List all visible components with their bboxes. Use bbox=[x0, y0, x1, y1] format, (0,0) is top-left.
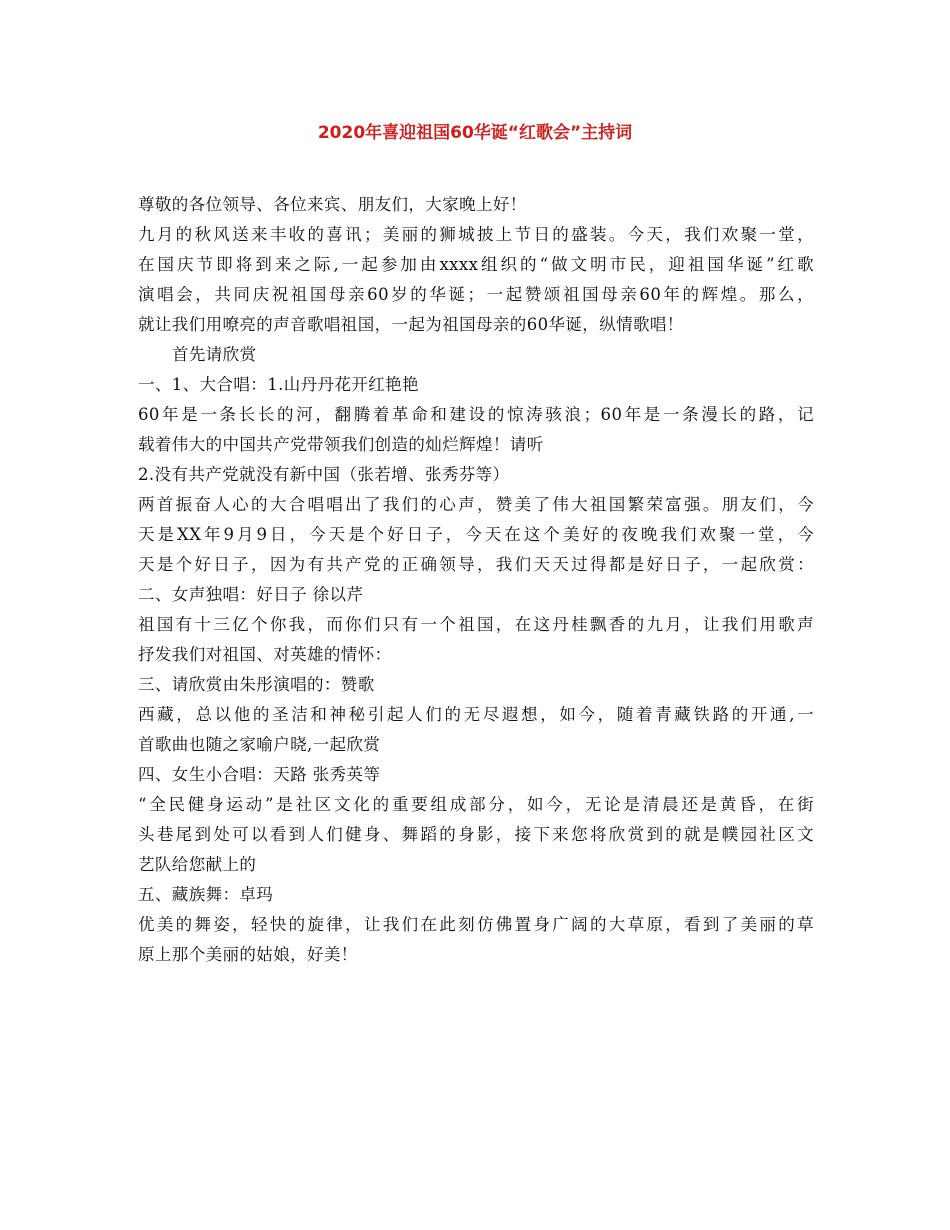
text-line: 西藏，总以他的圣洁和神秘引起人们的无尽遐想，如今，随着青藏铁路的开通,一 bbox=[138, 705, 814, 724]
text-line: 五、藏族舞：卓玛 bbox=[138, 885, 274, 904]
text-line: 2.没有共产党就没有新中国（张若增、张秀芬等） bbox=[138, 465, 510, 484]
text-line: 天是个好日子，因为有共产党的正确领导，我们天天过得都是好日子，一起欣赏： bbox=[138, 555, 814, 574]
text-line: 首先请欣赏 bbox=[172, 345, 257, 364]
text-line: 祖国有十三亿个你我，而你们只有一个祖国，在这丹桂飘香的九月，让我们用歌声 bbox=[138, 615, 814, 634]
text-line: 三、请欣赏由朱彤演唱的：赞歌 bbox=[138, 675, 375, 694]
text-line: “全民健身运动”是社区文化的重要组成部分，如今，无论是清晨还是黄昏，在街 bbox=[138, 795, 814, 814]
text-line: 演唱会，共同庆祝祖国母亲60岁的华诞；一起赞颂祖国母亲60年的辉煌。那么， bbox=[138, 285, 814, 304]
text-line: 在国庆节即将到来之际,一起参加由xxxx组织的“做文明市民，迎祖国华诞”红歌 bbox=[138, 255, 814, 274]
text-line: 首歌曲也随之家喻户晓,一起欣赏 bbox=[138, 735, 381, 754]
text-line: 四、女生小合唱：天路 张秀英等 bbox=[138, 765, 381, 784]
text-line: 尊敬的各位领导、各位来宾、朋友们，大家晚上好！ bbox=[138, 195, 527, 214]
text-line: 就让我们用嘹亮的声音歌唱祖国，一起为祖国母亲的60华诞，纵情歌唱！ bbox=[138, 315, 684, 334]
document-title: 2020年喜迎祖国60华诞“红歌会”主持词 bbox=[317, 123, 633, 143]
text-line: 优美的舞姿，轻快的旋律，让我们在此刻仿佛置身广阔的大草原，看到了美丽的草 bbox=[138, 915, 814, 934]
document-body bbox=[138, 190, 814, 970]
text-line: 两首振奋人心的大合唱唱出了我们的心声，赞美了伟大祖国繁荣富强。朋友们，今 bbox=[138, 495, 814, 514]
text-line: 原上那个美丽的姑娘，好美！ bbox=[138, 945, 358, 964]
text-line: 九月的秋风送来丰收的喜讯；美丽的狮城披上节日的盛装。今天，我们欢聚一堂， bbox=[138, 225, 814, 244]
text-line: 天是XX年9月9日，今天是个好日子，今天在这个美好的夜晚我们欢聚一堂，今 bbox=[138, 525, 814, 544]
text-line: 60年是一条长长的河，翻腾着革命和建设的惊涛骇浪；60年是一条漫长的路，记 bbox=[138, 405, 814, 424]
text-line: 载着伟大的中国共产党带领我们创造的灿烂辉煌！请听 bbox=[138, 435, 544, 454]
text-line: 艺队给您献上的 bbox=[138, 855, 257, 874]
text-line: 抒发我们对祖国、对英雄的情怀： bbox=[138, 645, 392, 664]
text-line: 一、1、大合唱：1.山丹丹花开红艳艳 bbox=[138, 375, 419, 394]
text-line: 二、女声独唱：好日子 徐以芹 bbox=[138, 585, 364, 604]
text-line: 头巷尾到处可以看到人们健身、舞蹈的身影，接下来您将欣赏到的就是幞园社区文 bbox=[138, 825, 814, 844]
